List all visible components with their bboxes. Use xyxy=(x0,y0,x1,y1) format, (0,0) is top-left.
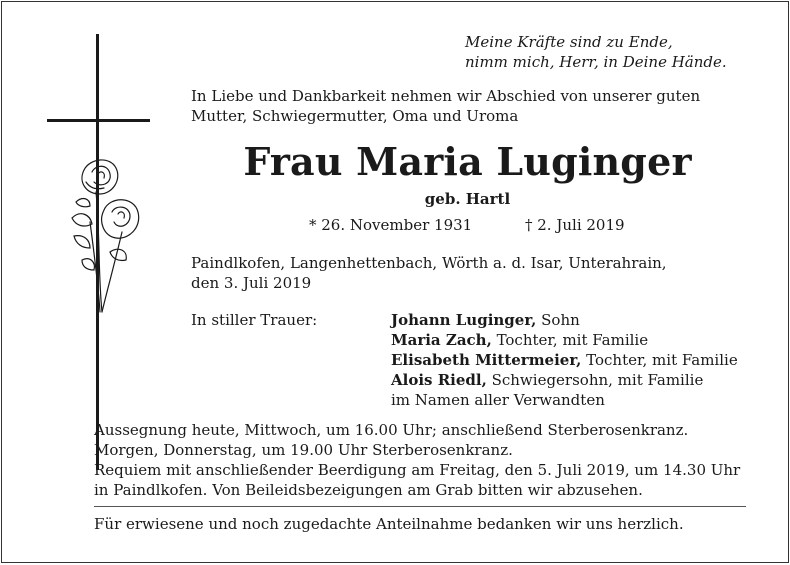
maiden-name: geb. Hartl xyxy=(424,190,511,208)
mourners-list xyxy=(391,310,738,410)
list-item xyxy=(391,370,738,390)
funeral-line: in Paindlkofen. Von Beileidsbezeigungen am Grab bitten wir abzusehen. xyxy=(94,481,643,499)
funeral-info xyxy=(94,420,740,500)
funeral-line: Morgen, Donnerstag, um 19.00 Uhr Sterberosenkranz. xyxy=(94,441,513,459)
verse-line: Meine Kräfte sind zu Ende, xyxy=(465,33,673,51)
mourner-relation: Tochter, mit Familie xyxy=(491,331,649,349)
mourner-name: Johann Luginger, xyxy=(391,311,537,329)
birth-date: * 26. November 1931 xyxy=(309,216,473,234)
mourner-name: Alois Riedl, xyxy=(391,371,487,389)
verse-line: nimm mich, Herr, in Deine Hände. xyxy=(465,53,727,71)
intro-text xyxy=(191,86,700,126)
list-item xyxy=(391,310,738,330)
roses-icon xyxy=(60,152,150,322)
mourner-name: Maria Zach, xyxy=(391,331,492,349)
thanks-text: Für erwiesene und noch zugedachte Anteilnahme bedanken wir uns herzlich. xyxy=(94,515,684,533)
list-item xyxy=(391,350,738,370)
intro-line: Mutter, Schwiegermutter, Oma und Uroma xyxy=(191,107,519,125)
mourner-name: Elisabeth Mittermeier, xyxy=(391,351,582,369)
mourners-closing: im Namen aller Verwandten xyxy=(391,391,605,409)
place-line: Paindlkofen, Langenhettenbach, Wörth a. d. Isar, Unterahrain, xyxy=(191,254,667,272)
funeral-line: Requiem mit anschließender Beerdigung am Freitag, den 5. Juli 2019, um 14.30 Uhr xyxy=(94,461,741,479)
obituary-notice xyxy=(1,1,789,563)
funeral-line: Aussegnung heute, Mittwoch, um 16.00 Uhr; anschließend Sterberosenkranz. xyxy=(94,421,689,439)
divider xyxy=(94,506,746,507)
date-line: den 3. Juli 2019 xyxy=(191,274,312,292)
mourner-relation: Sohn xyxy=(536,311,580,329)
intro-line: In Liebe und Dankbarkeit nehmen wir Abschied von unserer guten xyxy=(191,87,701,105)
mourner-relation: Tochter, mit Familie xyxy=(581,351,738,369)
verse xyxy=(465,32,727,72)
mourner-relation: Schwiegersohn, mit Familie xyxy=(486,371,704,389)
list-item xyxy=(391,330,738,350)
deceased-name: Frau Maria Luginger xyxy=(243,139,692,184)
mourning-label: In stiller Trauer: xyxy=(191,311,318,329)
place-date xyxy=(191,253,667,293)
cross-bar xyxy=(47,119,150,122)
death-date: † 2. Juli 2019 xyxy=(525,216,625,234)
